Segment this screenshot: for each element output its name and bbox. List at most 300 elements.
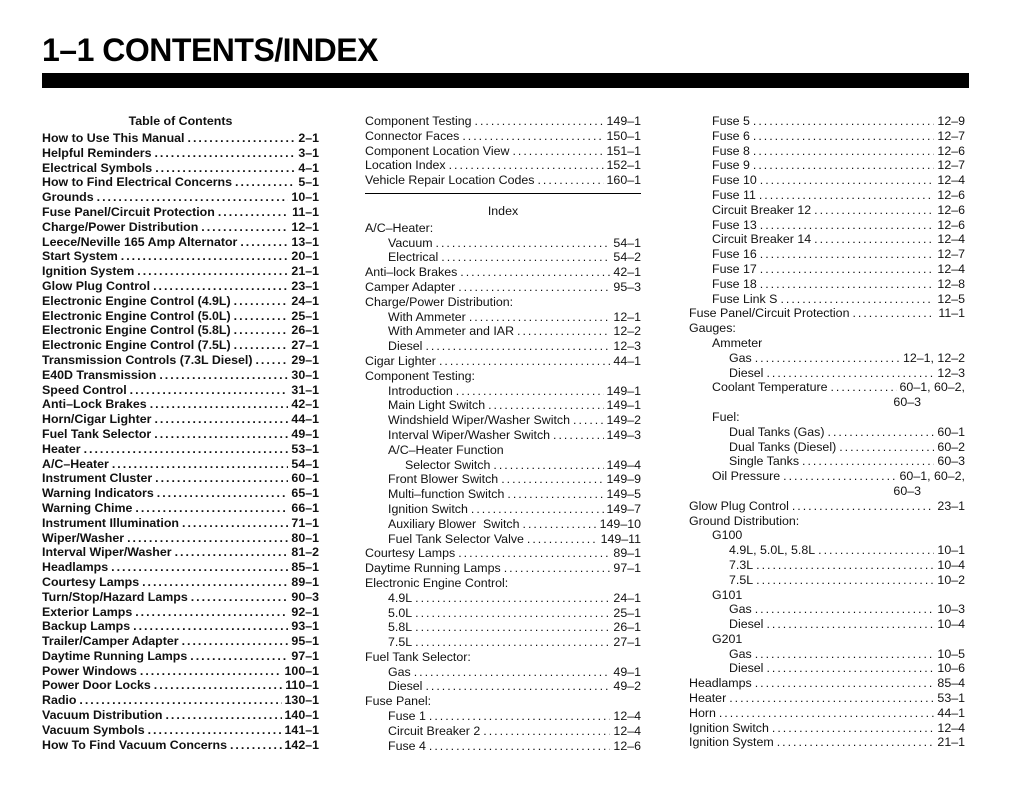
entry-label: Glow Plug Control xyxy=(42,278,151,293)
entry-label: Fuel Tank Selector xyxy=(42,426,152,441)
entry-label: Selector Switch xyxy=(405,457,491,472)
entry-label: Fuse Panel/Circuit Protection xyxy=(689,306,850,321)
dot-leader xyxy=(154,427,288,442)
entry-group-heading xyxy=(365,369,641,384)
dot-leader xyxy=(154,146,295,161)
entry-page: 12–1, 12–2 xyxy=(902,350,965,365)
dot-leader xyxy=(425,339,610,354)
entry-row xyxy=(689,366,965,381)
entry-page: 26–1 xyxy=(613,620,641,635)
entry-label: Fuse 8 xyxy=(712,143,750,158)
entry-page: 60–2 xyxy=(937,439,965,454)
entry-page: 60–1 xyxy=(291,471,319,486)
dot-leader xyxy=(573,413,604,428)
entry-row xyxy=(42,353,319,368)
entry-row xyxy=(689,735,965,750)
dot-leader xyxy=(527,532,598,547)
dot-leader xyxy=(458,280,610,295)
entry-label: Heater xyxy=(689,691,727,706)
entry-page: 44–1 xyxy=(937,705,965,720)
dot-leader xyxy=(783,469,896,484)
entry-page: 54–1 xyxy=(613,235,641,250)
dot-leader xyxy=(425,679,610,694)
dot-leader xyxy=(441,250,610,265)
dot-leader xyxy=(759,188,935,203)
entry-page: 25–1 xyxy=(613,605,641,620)
entry-row xyxy=(42,471,319,486)
dot-leader xyxy=(429,709,611,724)
entry-label: Exterior Lamps xyxy=(42,604,133,619)
entry-page: 97–1 xyxy=(291,648,319,663)
entry-page: 10–3 xyxy=(937,602,965,617)
entry-label: G101 xyxy=(712,587,743,602)
index-list xyxy=(689,114,965,750)
dot-leader xyxy=(760,277,935,292)
dot-leader xyxy=(814,203,934,218)
entry-label: Wiper/Washer xyxy=(42,530,125,545)
entry-page: 27–1 xyxy=(291,338,319,353)
entry-row xyxy=(689,292,965,307)
entry-label: Daytime Running Lamps xyxy=(42,648,188,663)
entry-label: Electrical xyxy=(388,250,439,265)
entry-page: 24–1 xyxy=(613,590,641,605)
entry-row xyxy=(365,428,641,443)
entry-group-heading xyxy=(365,295,641,310)
entry-label: Warning Chime xyxy=(42,500,133,515)
entry-row xyxy=(365,517,641,532)
dot-leader xyxy=(839,440,934,455)
entry-page: 85–4 xyxy=(937,676,965,691)
entry-page: 10–1 xyxy=(291,190,319,205)
entry-page: 12–6 xyxy=(937,202,965,217)
entry-row xyxy=(689,277,965,292)
entry-page: 149–3 xyxy=(606,427,641,442)
entry-row xyxy=(689,543,965,558)
entry-page-continued: 60–3 xyxy=(893,395,921,410)
entry-row xyxy=(42,501,319,516)
entry-page: 10–1 xyxy=(937,543,965,558)
dot-leader xyxy=(436,236,611,251)
entry-row xyxy=(42,131,319,146)
entry-row xyxy=(42,427,319,442)
dot-leader xyxy=(504,561,611,576)
entry-page: 12–6 xyxy=(613,738,641,753)
dot-leader xyxy=(772,721,935,736)
entry-label: Turn/Stop/Hazard Lamps xyxy=(42,589,188,604)
entry-page-continued: 60–3 xyxy=(893,483,921,498)
dot-leader xyxy=(182,516,288,531)
entry-page: 12–4 xyxy=(937,173,965,188)
dot-leader xyxy=(818,543,934,558)
entry-row xyxy=(42,205,319,220)
entry-label: Oil Pressure xyxy=(712,469,781,484)
entry-label: Fuel Tank Selector: xyxy=(365,649,471,664)
entry-row xyxy=(42,664,319,679)
entry-label: Electronic Engine Control (5.8L) xyxy=(42,323,231,338)
entry-page: 42–1 xyxy=(291,397,319,412)
entry-row xyxy=(42,560,319,575)
entry-label: Fuse 4 xyxy=(388,738,426,753)
dot-leader xyxy=(255,353,288,368)
entry-row xyxy=(42,486,319,501)
dot-leader xyxy=(753,114,935,129)
entry-label: Radio xyxy=(42,693,77,708)
entry-page: 12–2 xyxy=(613,324,641,339)
dot-leader xyxy=(135,501,288,516)
entry-row xyxy=(365,384,641,399)
entry-label: A/C–Heater: xyxy=(365,220,434,235)
entry-page: 12–4 xyxy=(937,720,965,735)
entry-row xyxy=(42,723,319,738)
entry-row xyxy=(689,691,965,706)
entry-label: Circuit Breaker 2 xyxy=(388,723,481,738)
dot-leader xyxy=(234,323,289,338)
entry-page: 53–1 xyxy=(937,691,965,706)
entry-label: Fuel Tank Selector Valve xyxy=(388,531,524,546)
entry-row xyxy=(689,454,965,469)
entry-page: 60–1 xyxy=(937,424,965,439)
entry-label: Multi–function Switch xyxy=(388,487,505,502)
entry-page: 149–9 xyxy=(606,472,641,487)
entry-label: Electrical Symbols xyxy=(42,160,153,175)
entry-page: 12–4 xyxy=(613,723,641,738)
dot-leader xyxy=(512,144,603,159)
entry-row xyxy=(365,144,641,159)
entry-row xyxy=(689,499,965,514)
entry-label: Vacuum Distribution xyxy=(42,708,163,723)
entry-page: 149–11 xyxy=(600,531,641,546)
entry-row xyxy=(42,264,319,279)
entry-row xyxy=(689,247,965,262)
dot-leader xyxy=(553,428,603,443)
entry-label: Fuse 1 xyxy=(388,709,426,724)
entry-row xyxy=(42,442,319,457)
dot-leader xyxy=(753,158,935,173)
entry-page: 25–1 xyxy=(291,308,319,323)
dot-leader xyxy=(190,649,288,664)
entry-label: Interval Wiper/Washer Switch xyxy=(388,427,551,442)
dot-leader xyxy=(760,247,935,262)
entry-label: Vacuum xyxy=(388,235,433,250)
entry-row xyxy=(365,413,641,428)
entry-page: 31–1 xyxy=(291,382,319,397)
entry-row xyxy=(42,309,319,324)
entry-page: 5–1 xyxy=(298,175,319,190)
entry-label: Fuse 5 xyxy=(712,114,750,128)
entry-row xyxy=(42,619,319,634)
entry-page: 42–1 xyxy=(613,265,641,280)
entry-page: 95–1 xyxy=(291,634,319,649)
entry-page: 95–3 xyxy=(613,279,641,294)
entry-row xyxy=(689,647,965,662)
entry-page: 44–1 xyxy=(291,412,319,427)
entry-label: With Ammeter and IAR xyxy=(388,324,515,339)
entry-label: 5.8L xyxy=(388,620,413,635)
entry-group-heading xyxy=(689,528,965,543)
dot-leader xyxy=(523,517,597,532)
index-column-1 xyxy=(365,114,641,753)
dot-leader xyxy=(135,605,288,620)
entry-page: 10–2 xyxy=(937,572,965,587)
entry-group-heading xyxy=(365,694,641,709)
entry-label: 4.9L, 5.0L, 5.8L xyxy=(729,543,816,558)
entry-page: 12–4 xyxy=(937,232,965,247)
entry-page: 12–3 xyxy=(613,339,641,354)
dot-leader xyxy=(218,205,289,220)
entry-label: Diesel xyxy=(729,365,764,380)
entry-row xyxy=(42,235,319,250)
dot-leader xyxy=(462,129,603,144)
entry-page: 90–3 xyxy=(291,589,319,604)
entry-page: 85–1 xyxy=(291,560,319,575)
entry-label: Gauges: xyxy=(689,321,736,336)
dot-leader xyxy=(191,590,289,605)
entry-label: Glow Plug Control xyxy=(689,498,789,513)
entry-page: 4–1 xyxy=(298,160,319,175)
entry-label: Interval Wiper/Washer xyxy=(42,545,172,560)
title-rule xyxy=(42,73,969,88)
entry-row xyxy=(42,249,319,264)
entry-label: Headlamps xyxy=(689,676,752,691)
entry-row xyxy=(365,502,641,517)
entry-row xyxy=(365,265,641,280)
entry-row xyxy=(365,665,641,680)
dot-leader xyxy=(79,693,281,708)
entry-label: Gas xyxy=(729,646,752,661)
entry-label: Grounds xyxy=(42,190,94,205)
dot-leader xyxy=(460,265,610,280)
entry-label: Cigar Lighter xyxy=(365,353,436,368)
entry-label: Fuse 11 xyxy=(712,187,756,202)
entry-row xyxy=(42,294,319,309)
entry-group-heading xyxy=(365,221,641,236)
entry-label: Ammeter xyxy=(712,335,763,350)
entry-label: Horn xyxy=(689,705,716,720)
dot-leader xyxy=(97,190,289,205)
entry-row xyxy=(365,158,641,173)
entry-label: Ignition Switch xyxy=(388,501,468,516)
dot-leader xyxy=(127,531,288,546)
entry-row xyxy=(365,709,641,724)
entry-row xyxy=(42,738,319,753)
entry-label: Circuit Breaker 14 xyxy=(712,232,812,247)
entry-row xyxy=(365,324,641,339)
entry-label: Backup Lamps xyxy=(42,619,131,634)
entry-page: 13–1 xyxy=(291,234,319,249)
entry-group-heading xyxy=(365,650,641,665)
entry-group-heading xyxy=(365,443,641,458)
dot-leader xyxy=(469,310,611,325)
entry-row xyxy=(689,203,965,218)
dot-leader xyxy=(755,602,935,617)
dot-leader xyxy=(756,573,934,588)
entry-page: 71–1 xyxy=(291,515,319,530)
entry-row xyxy=(365,339,641,354)
entry-label: Helpful Reminders xyxy=(42,145,152,160)
entry-row xyxy=(689,262,965,277)
entry-row xyxy=(42,708,319,723)
entry-page: 149–7 xyxy=(606,501,641,516)
entry-page: 12–1 xyxy=(291,219,319,234)
entry-page: 27–1 xyxy=(613,635,641,650)
entry-page: 53–1 xyxy=(291,441,319,456)
entry-row xyxy=(689,129,965,144)
dot-leader xyxy=(155,161,295,176)
entry-label: Component Testing: xyxy=(365,368,475,383)
entry-label: Power Door Locks xyxy=(42,678,151,693)
entry-row xyxy=(689,602,965,617)
dot-leader xyxy=(234,338,289,353)
dot-leader xyxy=(240,235,288,250)
index-heading: Index xyxy=(487,203,519,218)
entry-page: 11–1 xyxy=(938,306,965,321)
dot-leader xyxy=(753,144,935,159)
entry-page: 12–1 xyxy=(613,309,641,324)
entry-page: 54–2 xyxy=(613,250,641,265)
entry-row xyxy=(689,380,965,395)
entry-label: Ignition System xyxy=(689,735,774,750)
entry-page: 12–3 xyxy=(937,365,965,380)
entry-page: 3–1 xyxy=(298,145,319,160)
entry-label: Fuse 10 xyxy=(712,173,757,188)
entry-row xyxy=(365,250,641,265)
dot-leader xyxy=(111,560,288,575)
entry-page: 12–8 xyxy=(937,276,965,291)
entry-page: 149–1 xyxy=(606,398,641,413)
entry-group-heading xyxy=(689,588,965,603)
entry-label: Auxiliary Blower Switch xyxy=(388,516,520,531)
entry-row xyxy=(689,351,965,366)
entry-label: Courtesy Lamps xyxy=(42,574,140,589)
entry-label: Single Tanks xyxy=(729,454,800,469)
dot-leader xyxy=(852,306,935,321)
dot-leader xyxy=(121,249,289,264)
entry-row xyxy=(42,545,319,560)
entry-page: 152–1 xyxy=(606,158,641,173)
entry-page: 81–2 xyxy=(291,545,319,560)
dot-leader xyxy=(150,397,289,412)
dot-leader xyxy=(475,114,604,129)
entry-page: 160–1 xyxy=(606,173,641,188)
entry-row xyxy=(42,649,319,664)
entry-row xyxy=(365,487,641,502)
entry-label: 4.9L xyxy=(388,590,413,605)
entry-group-heading xyxy=(689,336,965,351)
entry-page: 140–1 xyxy=(284,708,319,723)
entry-label: Dual Tanks (Gas) xyxy=(729,424,825,439)
dot-leader xyxy=(230,738,282,753)
entry-label: Fuse Panel/Circuit Protection xyxy=(42,204,215,219)
entry-label: A/C–Heater xyxy=(42,456,109,471)
entry-page: 141–1 xyxy=(284,722,319,737)
page-title: 1–1 CONTENTS/INDEX xyxy=(42,32,378,68)
dot-leader xyxy=(235,175,295,190)
dot-leader xyxy=(142,575,288,590)
entry-row xyxy=(689,144,965,159)
entry-page: 10–4 xyxy=(937,557,965,572)
entry-row xyxy=(365,635,641,650)
entry-page: 12–7 xyxy=(937,247,965,262)
entry-row xyxy=(42,693,319,708)
entry-row xyxy=(42,634,319,649)
entry-row xyxy=(42,457,319,472)
entry-page: 89–1 xyxy=(613,546,641,561)
entry-page: 12–9 xyxy=(937,114,965,128)
entry-row xyxy=(365,679,641,694)
entry-row xyxy=(365,472,641,487)
dot-leader xyxy=(234,309,289,324)
entry-label: Horn/Cigar Lighter xyxy=(42,412,152,427)
entry-page: 54–1 xyxy=(291,456,319,471)
entry-label: Courtesy Lamps xyxy=(365,546,456,561)
entry-page: 150–1 xyxy=(606,128,641,143)
entry-row xyxy=(42,397,319,412)
entry-row xyxy=(42,161,319,176)
entry-row xyxy=(365,173,641,188)
dot-leader xyxy=(755,351,900,366)
entry-page: 26–1 xyxy=(291,323,319,338)
entry-page: 12–7 xyxy=(937,158,965,173)
entry-row xyxy=(689,617,965,632)
entry-label: Front Blower Switch xyxy=(388,472,499,487)
entry-row xyxy=(42,678,319,693)
dot-leader xyxy=(439,354,610,369)
dot-leader xyxy=(429,739,611,754)
entry-page: 142–1 xyxy=(284,737,319,752)
entry-label: E40D Transmission xyxy=(42,367,157,382)
entry-row xyxy=(365,724,641,739)
dot-leader xyxy=(234,294,289,309)
entry-page: 60–1, 60–2, xyxy=(899,380,965,395)
entry-row xyxy=(689,573,965,588)
dot-leader xyxy=(753,129,935,144)
entry-group-heading xyxy=(689,321,965,336)
dot-leader xyxy=(802,454,934,469)
entry-page: 89–1 xyxy=(291,574,319,589)
dot-leader xyxy=(830,380,896,395)
entry-label: Trailer/Camper Adapter xyxy=(42,634,179,649)
entry-label: Dual Tanks (Diesel) xyxy=(729,439,837,454)
entry-row xyxy=(689,558,965,573)
entry-page: 12–4 xyxy=(937,261,965,276)
entry-row xyxy=(42,590,319,605)
dot-leader xyxy=(792,499,935,514)
entry-row xyxy=(689,706,965,721)
entry-page: 49–1 xyxy=(613,664,641,679)
entry-page: 92–1 xyxy=(291,604,319,619)
entry-page: 30–1 xyxy=(291,367,319,382)
entry-group-heading xyxy=(689,632,965,647)
entry-label: Camper Adapter xyxy=(365,279,456,294)
entry-label: 7.5L xyxy=(388,635,413,650)
entry-row xyxy=(365,310,641,325)
entry-page: 66–1 xyxy=(291,500,319,515)
entry-label: Main Light Switch xyxy=(388,398,486,413)
entry-row xyxy=(42,175,319,190)
entry-label: Introduction xyxy=(388,383,453,398)
entry-label: 7.3L xyxy=(729,557,754,572)
entry-label: Vacuum Symbols xyxy=(42,722,145,737)
entry-row xyxy=(689,173,965,188)
entry-label: Charge/Power Distribution xyxy=(42,219,199,234)
dot-leader xyxy=(755,647,935,662)
entry-page: 20–1 xyxy=(291,249,319,264)
entry-label: Heater xyxy=(42,441,81,456)
entry-row xyxy=(689,114,965,129)
entry-row xyxy=(365,561,641,576)
entry-page: 24–1 xyxy=(291,293,319,308)
entry-label: Diesel xyxy=(729,617,764,632)
